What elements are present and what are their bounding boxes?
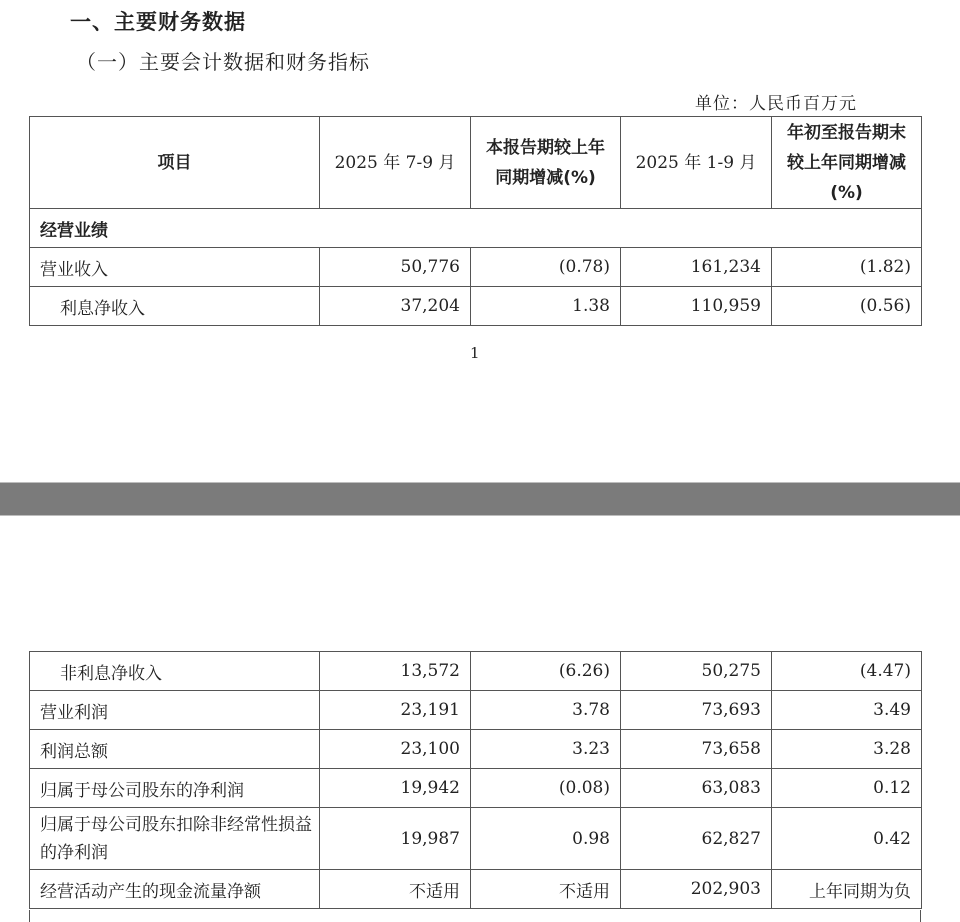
table-continuation — [29, 910, 921, 922]
row-item: 利息净收入 — [30, 287, 320, 326]
row-item: 归属于母公司股东扣除非经常性损益的净利润 — [30, 808, 320, 870]
row-item: 非利息净收入 — [30, 652, 320, 691]
row-q3: 23,100 — [320, 730, 471, 769]
row-q3: 37,204 — [320, 287, 471, 326]
row-ytd: 161,234 — [621, 248, 772, 287]
row-ytd: 73,658 — [621, 730, 772, 769]
table-row — [30, 691, 922, 730]
row-q3-change: 0.98 — [471, 808, 621, 870]
table-row — [30, 248, 922, 287]
row-item: 营业收入 — [30, 248, 320, 287]
row-q3-change: (0.08) — [471, 769, 621, 808]
header-q3: 2025 年 7-9 月 — [320, 117, 471, 209]
header-ytd: 2025 年 1-9 月 — [621, 117, 772, 209]
row-ytd: 73,693 — [621, 691, 772, 730]
table-row — [30, 808, 922, 870]
financial-table-page2 — [29, 651, 922, 909]
table-row — [30, 870, 922, 909]
financial-table-page1 — [29, 116, 922, 326]
unit-label: 单位：人民币百万元 — [695, 94, 857, 114]
header-ytd-change: 年初至报告期末较上年同期增减(%) — [772, 117, 922, 209]
row-ytd-change: (0.56) — [772, 287, 922, 326]
row-ytd-change: 0.42 — [772, 808, 922, 870]
row-q3: 23,191 — [320, 691, 471, 730]
row-q3: 13,572 — [320, 652, 471, 691]
page-number: 1 — [470, 344, 480, 362]
row-item: 利润总额 — [30, 730, 320, 769]
section-label: 经营业绩 — [30, 209, 922, 248]
table-row — [30, 287, 922, 326]
section-row — [30, 209, 922, 248]
row-ytd-change: 0.12 — [772, 769, 922, 808]
row-q3-change: 3.78 — [471, 691, 621, 730]
row-item: 营业利润 — [30, 691, 320, 730]
row-q3-change: 不适用 — [471, 870, 621, 909]
section-heading: 一、主要财务数据 — [70, 10, 246, 34]
row-ytd-change: 上年同期为负 — [772, 870, 922, 909]
row-ytd: 63,083 — [621, 769, 772, 808]
header-q3-change: 本报告期较上年同期增减(%) — [471, 117, 621, 209]
header-item: 项目 — [30, 117, 320, 209]
row-item: 归属于母公司股东的净利润 — [30, 769, 320, 808]
subsection-heading: （一）主要会计数据和财务指标 — [76, 50, 370, 74]
row-ytd: 202,903 — [621, 870, 772, 909]
row-q3-change: 1.38 — [471, 287, 621, 326]
row-ytd-change: 3.28 — [772, 730, 922, 769]
row-q3: 19,942 — [320, 769, 471, 808]
row-ytd: 50,275 — [621, 652, 772, 691]
row-q3: 50,776 — [320, 248, 471, 287]
row-ytd: 62,827 — [621, 808, 772, 870]
table-row — [30, 652, 922, 691]
page-divider — [0, 482, 960, 516]
row-item: 经营活动产生的现金流量净额 — [30, 870, 320, 909]
row-ytd: 110,959 — [621, 287, 772, 326]
row-ytd-change: (1.82) — [772, 248, 922, 287]
row-ytd-change: 3.49 — [772, 691, 922, 730]
table-row — [30, 730, 922, 769]
row-ytd-change: (4.47) — [772, 652, 922, 691]
row-q3-change: (0.78) — [471, 248, 621, 287]
table-header-row — [30, 117, 922, 209]
row-q3-change: (6.26) — [471, 652, 621, 691]
row-q3: 19,987 — [320, 808, 471, 870]
row-q3: 不适用 — [320, 870, 471, 909]
row-q3-change: 3.23 — [471, 730, 621, 769]
table-row — [30, 769, 922, 808]
